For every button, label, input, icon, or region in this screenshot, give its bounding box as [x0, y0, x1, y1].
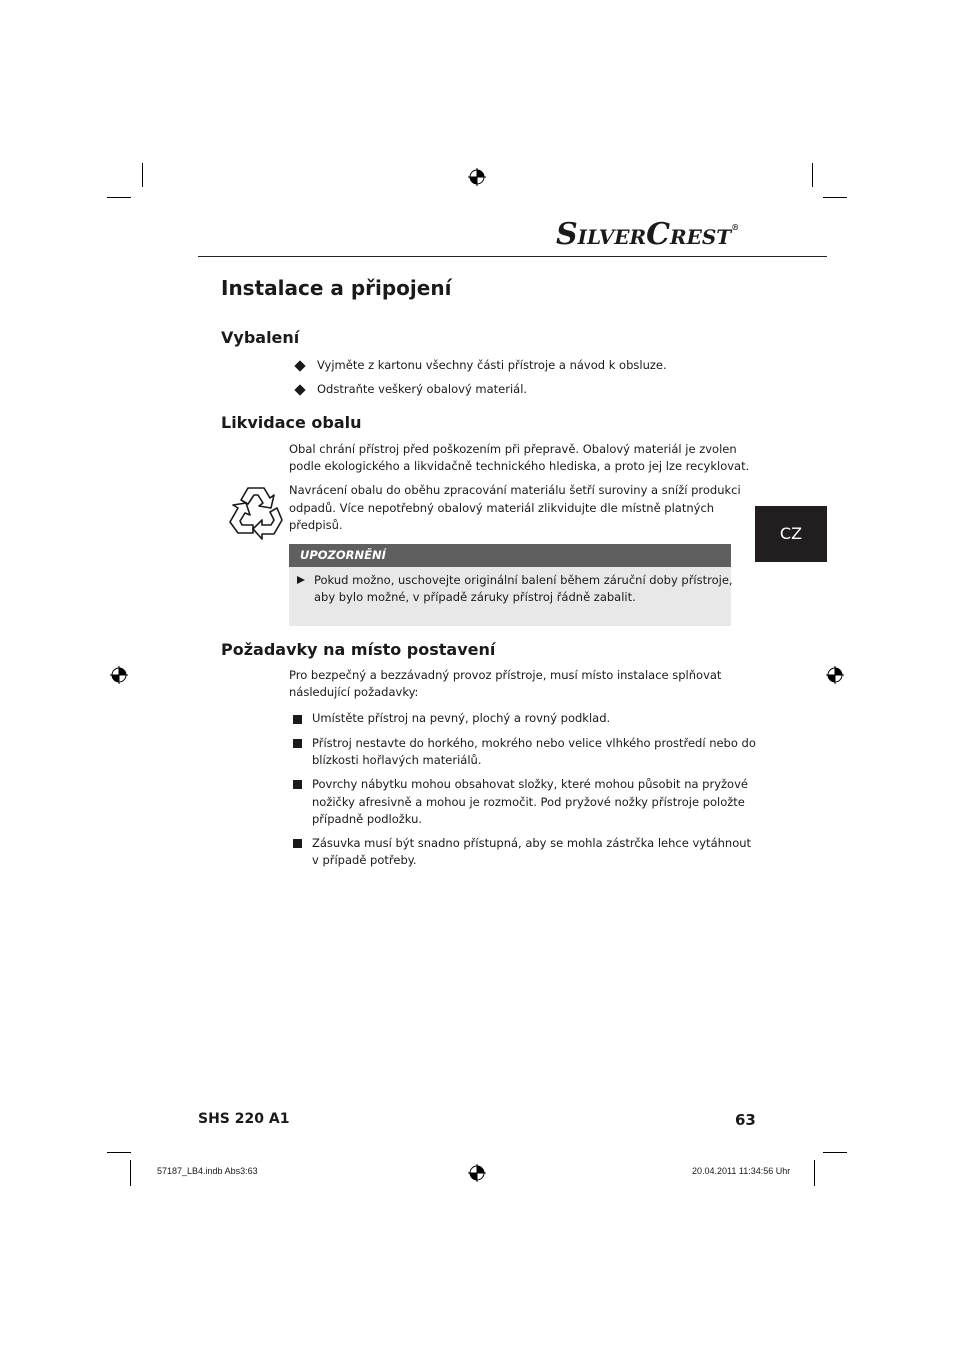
brand-logo: [556, 218, 752, 252]
list-item: Zásuvka musí být snadno přístupná, aby se mohla zástrčka lehce vytáhnout: [312, 836, 752, 850]
bullet-square-icon: [293, 715, 302, 724]
list-item: Vyjměte z kartonu všechny části přístroje a návod k obsluze.: [317, 358, 667, 372]
crop-mark: [107, 1152, 131, 1153]
paragraph-line: Navrácení obalu do oběhu zpracování materiálu šetří suroviny a sníží produkci: [289, 483, 741, 497]
list-item: Umístěte přístroj na pevný, plochý a rovný podklad.: [312, 711, 611, 725]
crop-mark: [814, 1160, 815, 1186]
paragraph-line: následující požadavky:: [289, 685, 419, 699]
list-item: Povrchy nábytku mohou obsahovat složky, které mohou působit na pryžové: [312, 777, 748, 791]
crop-mark: [130, 1160, 131, 1186]
notice-header: UPOZORNĚNÍ: [289, 544, 731, 567]
logo-registered: ®: [731, 222, 740, 232]
logo-word-rest: REST: [670, 225, 732, 249]
recycling-icon: [226, 484, 286, 540]
header-rule: [198, 256, 827, 257]
crop-mark: [142, 163, 143, 187]
paragraph-line: odpadů. Více nepotřebný obalový materiál zlikvidujte dle místně platných: [289, 501, 715, 515]
section-heading-location: Požadavky na místo postavení: [221, 640, 496, 659]
registration-mark-icon: [826, 666, 844, 684]
bullet-diamond-icon: [294, 384, 305, 395]
paragraph-line: předpisů.: [289, 518, 343, 532]
paragraph-line: Pro bezpečný a bezzávadný provoz přístroje, musí místo instalace splňovat: [289, 668, 722, 682]
registration-mark-icon: [468, 1164, 486, 1182]
registration-mark-icon: [468, 168, 486, 186]
notice-text-line: aby bylo možné, v případě záruky přístroj řádně zabalit.: [314, 590, 636, 604]
footer-model: SHS 220 A1: [198, 1111, 290, 1127]
list-item: Přístroj nestavte do horkého, mokrého nebo velice vlhkého prostředí nebo do: [312, 736, 756, 750]
print-slug-file: 57187_LB4.indb Abs3:63: [157, 1166, 258, 1176]
crop-mark: [107, 197, 131, 198]
triangle-right-icon: [297, 576, 305, 584]
page-title: Instalace a připojení: [221, 276, 452, 300]
bullet-square-icon: [293, 839, 302, 848]
paragraph-line: podle ekologického a likvidačně technického hlediska, a proto jej lze recyklovat.: [289, 459, 750, 473]
bullet-square-icon: [293, 739, 302, 748]
list-item: případně podložku.: [312, 812, 423, 826]
print-slug-timestamp: 20.04.2011 11:34:56 Uhr: [692, 1166, 791, 1176]
list-item: blízkosti hořlavých materiálů.: [312, 753, 482, 767]
notice-text-line: Pokud možno, uschovejte originální balení během záruční doby přístroje,: [314, 573, 733, 587]
crop-mark: [823, 197, 847, 198]
logo-letter-s: S: [556, 217, 578, 252]
bullet-square-icon: [293, 780, 302, 789]
registration-mark-icon: [110, 666, 128, 684]
list-item: v případě potřeby.: [312, 853, 417, 867]
logo-word-ilver: ILVER: [577, 225, 647, 249]
section-heading-unpacking: Vybalení: [221, 328, 300, 347]
list-item: nožičky afresivně a mohou je rozmočit. Pod pryžové nožky přístroje položte: [312, 795, 745, 809]
crop-mark: [812, 163, 813, 187]
section-heading-disposal: Likvidace obalu: [221, 413, 362, 432]
bullet-diamond-icon: [294, 360, 305, 371]
paragraph-line: Obal chrání přístroj před poškozením při přepravě. Obalový materiál je zvolen: [289, 442, 737, 456]
language-tab: CZ: [755, 506, 827, 562]
logo-letter-c: C: [646, 217, 670, 252]
footer-page-number: 63: [735, 1111, 756, 1129]
list-item: Odstraňte veškerý obalový materiál.: [317, 382, 528, 396]
crop-mark: [823, 1152, 847, 1153]
